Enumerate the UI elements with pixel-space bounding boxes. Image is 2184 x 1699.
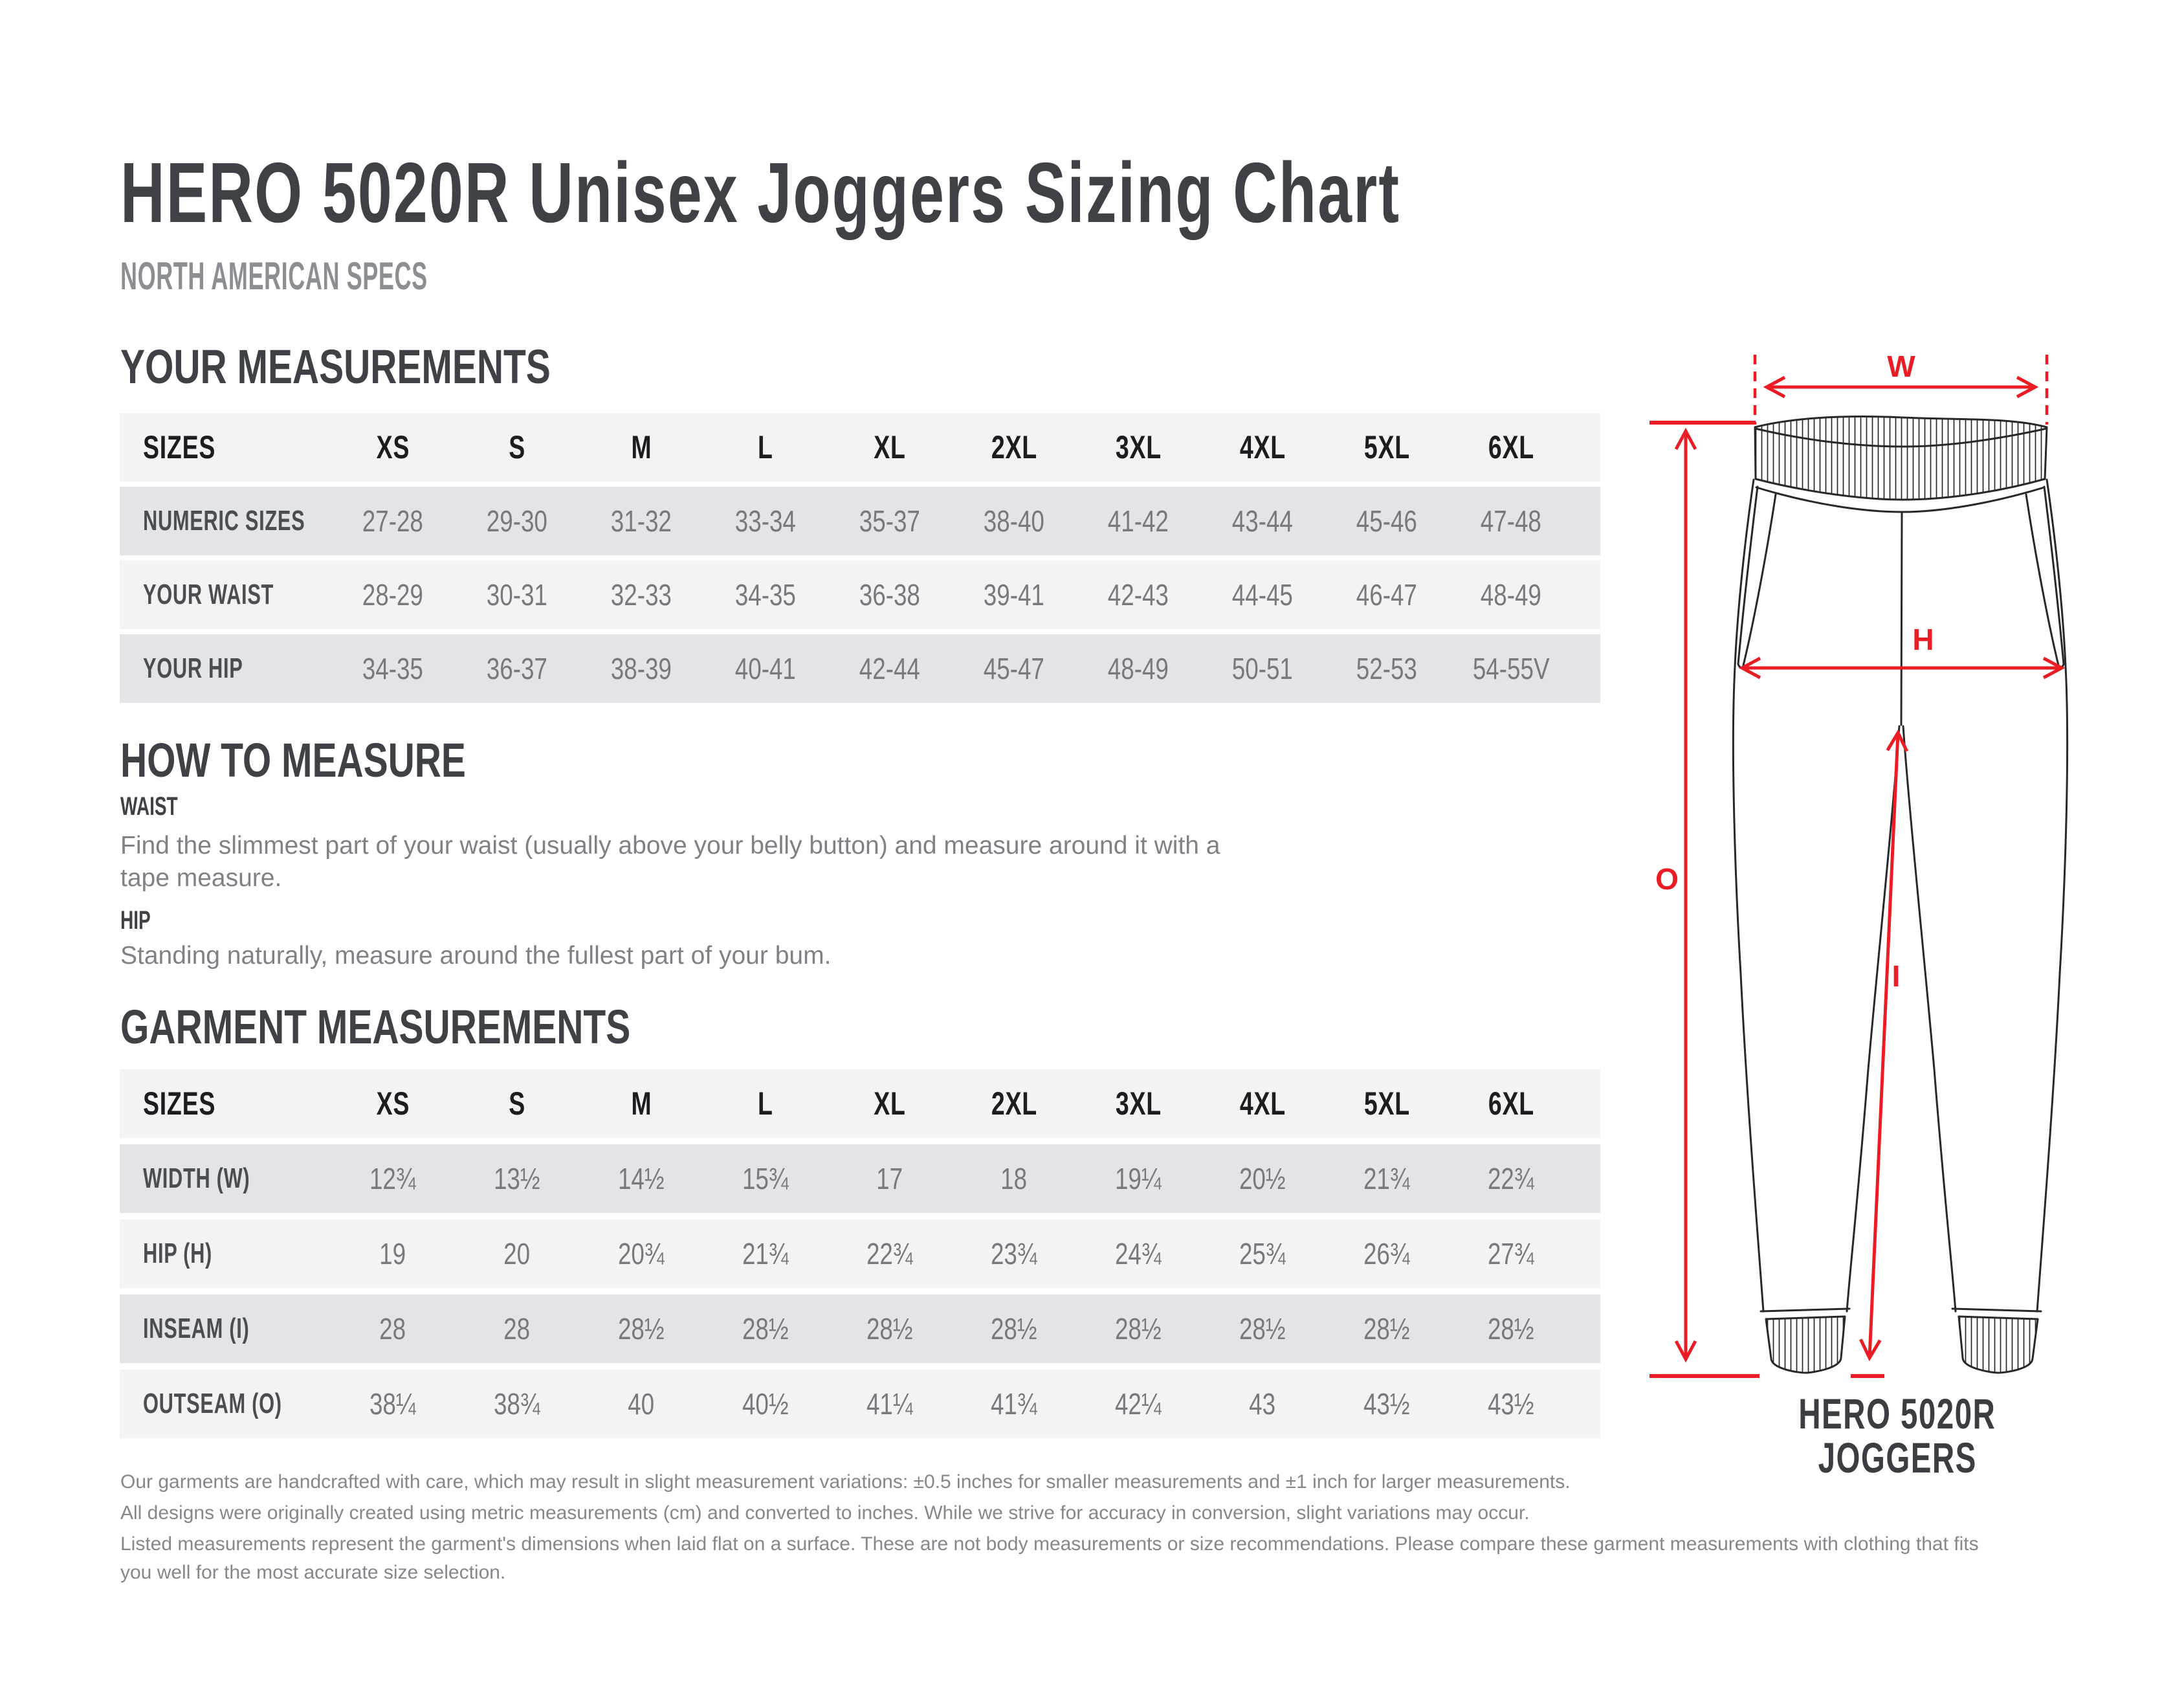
table-row <box>120 487 1600 555</box>
row-label: YOUR WAIST <box>143 579 274 610</box>
column-header: XL <box>874 429 906 465</box>
cell-value: 13½ <box>494 1162 540 1195</box>
cell-value: 44-45 <box>1231 578 1294 612</box>
page-title: HERO 5020R Unisex Joggers Sizing Chart <box>120 145 1401 240</box>
cell-value: 43½ <box>1363 1387 1410 1421</box>
right-cuff-hem <box>1952 1309 2041 1311</box>
outseam-label: O <box>1655 862 1679 896</box>
column-header: M <box>631 1085 652 1122</box>
cell-value: 39-41 <box>983 578 1045 612</box>
cell-value: 20¾ <box>618 1237 665 1271</box>
column-header: 4XL <box>1239 429 1286 465</box>
row-label: HIP (H) <box>143 1238 213 1269</box>
cell-value: 14½ <box>618 1162 665 1195</box>
cell-value: 21¾ <box>742 1237 789 1271</box>
table-row <box>120 634 1600 703</box>
right-leg-inner-line <box>1903 726 1956 1311</box>
cell-value: 28½ <box>991 1312 1037 1346</box>
table-row <box>120 1219 1600 1288</box>
cell-value: 21¾ <box>1363 1162 1410 1195</box>
cell-value: 38¼ <box>370 1387 416 1421</box>
cell-value: 18 <box>1000 1162 1028 1195</box>
cell-value: 27¾ <box>1488 1237 1534 1271</box>
footnote-variations: Our garments are handcrafted with care, which may result in slight measurement variations: ±0.5 inches for smaller measurements and ±1 inch for larger measurements. <box>120 1471 1571 1493</box>
cell-value: 27-28 <box>362 504 424 538</box>
left-pocket <box>1738 487 1776 667</box>
row-label: YOUR HIP <box>143 652 243 684</box>
column-header: M <box>631 429 652 465</box>
cell-value: 15¾ <box>742 1162 789 1195</box>
page-subtitle: NORTH AMERICAN SPECS <box>120 254 428 298</box>
row-label: INSEAM (I) <box>143 1313 250 1344</box>
front-rise-seam <box>1901 512 1902 725</box>
cell-value: 26¾ <box>1363 1237 1410 1271</box>
cell-value: 50-51 <box>1231 652 1294 685</box>
cell-value: 43-44 <box>1231 504 1294 538</box>
row-label: OUTSEAM (O) <box>143 1388 282 1419</box>
joggers-diagram <box>1605 343 2184 1405</box>
hip-instructions: Standing naturally, measure around the fullest part of your bum. <box>120 942 832 970</box>
cell-value: 28½ <box>1239 1312 1286 1346</box>
column-header: XS <box>376 1085 410 1122</box>
cell-value: 42-44 <box>859 652 921 685</box>
cell-value: 34-35 <box>734 578 797 612</box>
cell-value: 28½ <box>866 1312 913 1346</box>
cell-value: 45-47 <box>983 652 1045 685</box>
cell-value: 43½ <box>1488 1387 1534 1421</box>
garment-measurements-table <box>120 1069 1600 1445</box>
width-label: W <box>1887 350 1915 383</box>
column-header: 5XL <box>1363 1085 1410 1122</box>
cell-value: 36-37 <box>486 652 548 685</box>
cell-value: 40 <box>628 1387 655 1421</box>
cell-value: 20 <box>503 1237 531 1271</box>
column-header: XS <box>376 429 410 465</box>
table-header-row <box>120 1069 1600 1138</box>
cell-value: 36-38 <box>859 578 921 612</box>
cell-value: 28½ <box>1488 1312 1534 1346</box>
cell-value: 28 <box>503 1312 531 1346</box>
cell-value: 19 <box>379 1237 406 1271</box>
column-header: 3XL <box>1115 1085 1162 1122</box>
cell-value: 41¾ <box>991 1387 1037 1421</box>
cell-value: 28½ <box>618 1312 665 1346</box>
cell-value: 33-34 <box>734 504 797 538</box>
footnote-metric: All designs were originally created using metric measurements (cm) and converted to inches. While we strive for accuracy in conversion, slight variations may occur. <box>120 1502 1530 1524</box>
waist-instructions: Find the slimmest part of your waist (usually above your belly button) and measure around it with a tape measure. <box>120 832 1220 892</box>
table-row <box>120 1370 1600 1438</box>
cell-value: 34-35 <box>362 652 424 685</box>
cell-value: 54-55V <box>1472 652 1550 685</box>
your-measurements-table <box>120 413 1600 708</box>
section-heading-how-to-measure: HOW TO MEASURE <box>120 733 466 787</box>
column-header: L <box>758 1085 773 1122</box>
column-header: 3XL <box>1115 429 1162 465</box>
hip-label: H <box>1912 623 1934 656</box>
cell-value: 22¾ <box>1488 1162 1534 1195</box>
cell-value: 30-31 <box>486 578 548 612</box>
cell-value: 40-41 <box>734 652 797 685</box>
cell-value: 22¾ <box>866 1237 913 1271</box>
waistband <box>1755 417 2047 500</box>
row-label: NUMERIC SIZES <box>143 505 305 537</box>
row-label: WIDTH (W) <box>143 1162 250 1194</box>
cell-value: 52-53 <box>1356 652 1418 685</box>
cell-value: 28½ <box>742 1312 789 1346</box>
cell-value: 23¾ <box>991 1237 1037 1271</box>
footnotes <box>120 1468 1984 1590</box>
column-header: 5XL <box>1363 429 1410 465</box>
right-cuff <box>1959 1316 2038 1373</box>
cell-value: 41¼ <box>866 1387 913 1421</box>
left-leg-outer-line <box>1733 480 1763 1311</box>
column-header: 6XL <box>1488 1085 1534 1122</box>
column-header: S <box>509 1085 525 1122</box>
hip-subheading: HIP <box>120 906 151 935</box>
diagram-caption-line1: HERO 5020R <box>1798 1390 1996 1438</box>
table-header-row <box>120 413 1600 482</box>
cell-value: 12¾ <box>370 1162 416 1195</box>
cell-value: 28-29 <box>362 578 424 612</box>
right-leg-outer-line <box>2037 480 2068 1311</box>
cell-value: 42-43 <box>1107 578 1169 612</box>
joggers-outline <box>1733 417 2067 1373</box>
column-header: SIZES <box>143 1085 216 1122</box>
left-cuff <box>1766 1316 1845 1373</box>
cell-value: 42¼ <box>1115 1387 1162 1421</box>
column-header: SIZES <box>143 429 216 465</box>
cell-value: 43 <box>1249 1387 1276 1421</box>
column-header: XL <box>874 1085 906 1122</box>
inseam-label: I <box>1892 959 1901 993</box>
cell-value: 31-32 <box>610 504 672 538</box>
diagram-caption-line2: JOGGERS <box>1818 1434 1977 1482</box>
cell-value: 40½ <box>742 1387 789 1421</box>
section-heading-your-measurements: YOUR MEASUREMENTS <box>120 340 551 394</box>
cell-value: 24¾ <box>1115 1237 1162 1271</box>
left-cuff-hem <box>1761 1309 1849 1311</box>
column-header: 6XL <box>1488 429 1534 465</box>
table-row <box>120 561 1600 629</box>
inseam-arrow <box>1870 733 1898 1358</box>
cell-value: 28½ <box>1115 1312 1162 1346</box>
cell-value: 20½ <box>1239 1162 1286 1195</box>
left-leg-inner-line <box>1847 726 1899 1311</box>
cell-value: 28½ <box>1363 1312 1410 1346</box>
waist-subheading: WAIST <box>120 792 178 821</box>
cell-value: 46-47 <box>1356 578 1418 612</box>
column-header: 2XL <box>991 1085 1037 1122</box>
section-heading-garment-measurements: GARMENT MEASUREMENTS <box>120 1000 631 1054</box>
cell-value: 28 <box>379 1312 406 1346</box>
column-header: 2XL <box>991 429 1037 465</box>
cell-value: 47-48 <box>1480 504 1542 538</box>
cell-value: 19¼ <box>1115 1162 1162 1195</box>
cell-value: 17 <box>876 1162 903 1195</box>
cell-value: 35-37 <box>859 504 921 538</box>
cell-value: 38-40 <box>983 504 1045 538</box>
table-row <box>120 1144 1600 1213</box>
column-header: 4XL <box>1239 1085 1286 1122</box>
column-header: S <box>509 429 525 465</box>
column-header: L <box>758 429 773 465</box>
cell-value: 32-33 <box>610 578 672 612</box>
cell-value: 48-49 <box>1480 578 1542 612</box>
cell-value: 29-30 <box>486 504 548 538</box>
cell-value: 41-42 <box>1107 504 1169 538</box>
cell-value: 48-49 <box>1107 652 1169 685</box>
cell-value: 25¾ <box>1239 1237 1286 1271</box>
cell-value: 45-46 <box>1356 504 1418 538</box>
cell-value: 38-39 <box>610 652 672 685</box>
footnote-flat-measurements: Listed measurements represent the garment's dimensions when laid flat on a surface. These are not body measurements or size recommendations. Please compare these garment measurements with clothing that fits you well for the most accurate size selection. <box>120 1533 1979 1583</box>
cell-value: 38¾ <box>494 1387 540 1421</box>
table-row <box>120 1294 1600 1363</box>
diagram-caption <box>1703 1392 2091 1480</box>
